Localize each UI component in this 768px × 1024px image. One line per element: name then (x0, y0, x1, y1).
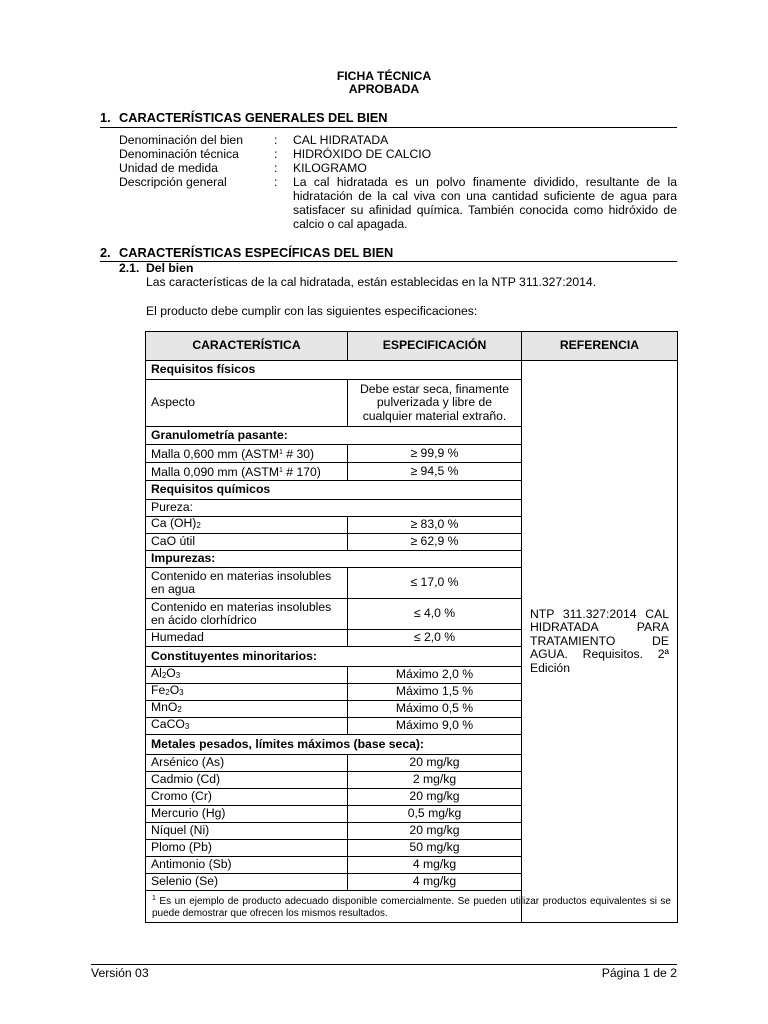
specification-cell: 20 mg/kg (348, 755, 522, 772)
formula-subscript: 2 (177, 705, 182, 715)
specification-cell: Máximo 2,0 % (348, 667, 522, 684)
specification-cell: 20 mg/kg (348, 823, 522, 840)
characteristic-cell (146, 445, 348, 463)
specification-cell: 50 mg/kg (348, 840, 522, 857)
intro-paragraph: Las características de la cal hidratada, están establecidas en la NTP 311.327:2014. (146, 275, 597, 289)
header-reference: REFERENCIA (522, 332, 678, 361)
formula-subscript: 3 (179, 688, 184, 698)
characteristic-cell: Cromo (Cr) (146, 789, 348, 806)
section1-rule (100, 127, 677, 128)
footer-rule (91, 964, 677, 965)
table-header-row (146, 332, 678, 361)
characteristic-cell: Aspecto (146, 380, 348, 427)
characteristic-cell: Contenido en materias insolubles en agua (146, 568, 348, 599)
specification-cell: Máximo 1,5 % (348, 684, 522, 701)
group-impurities: Impurezas: (146, 551, 522, 568)
specification-cell: Debe estar seca, finamente pulverizada y libre de cualquier material extraño. (348, 380, 522, 427)
group-physical-requirements: Requisitos físicos (146, 361, 522, 380)
footer-version: Versión 03 (91, 966, 149, 980)
general-value: CAL HIDRATADA (293, 133, 389, 147)
characteristic-cell: Humedad (146, 630, 348, 647)
table-row (146, 361, 678, 380)
specification-cell: Máximo 9,0 % (348, 718, 522, 735)
specification-cell: ≥ 99,9 % (348, 445, 522, 463)
general-value: HIDRÓXIDO DE CALCIO (293, 147, 432, 161)
formula-subscript: 2 (161, 671, 167, 681)
characteristic-cell: Cadmio (Cd) (146, 772, 348, 789)
table-footnote (146, 891, 678, 923)
section2-heading (100, 245, 393, 260)
general-colon: : (274, 147, 278, 161)
formula-subscript: 3 (175, 671, 181, 681)
general-label: Denominación del bien (119, 133, 243, 147)
section1-title: CARACTERÍSTICAS GENERALES DEL BIEN (119, 110, 388, 125)
formula-subscript: 2 (165, 688, 170, 698)
caoh-formula: Ca (OH) (151, 516, 197, 531)
mesh1-label: Malla 0,600 mm (ASTM (151, 446, 279, 461)
specification-cell: 4 mg/kg (348, 874, 522, 891)
general-description-value: La cal hidratada es un polvo finamente dividido, resultante de la hidratación de la cal viva con una cantidad suficiente de agua para satisfacer su afinidad química. También conocida como hidróxido de calcio o cal apagada. (293, 175, 677, 231)
subsection-heading (119, 261, 193, 275)
characteristic-cell: Mercurio (Hg) (146, 806, 348, 823)
specification-cell: ≥ 83,0 % (348, 517, 522, 534)
section1-number: 1. (100, 110, 111, 125)
requirements-paragraph: El producto debe cumplir con las siguientes especificaciones: (146, 304, 478, 318)
header-specification: ESPECIFICACIÓN (348, 332, 522, 361)
document-status: APROBADA (348, 82, 420, 96)
specification-cell: ≤ 17,0 % (348, 568, 522, 599)
header-characteristic: CARACTERÍSTICA (146, 332, 348, 361)
section2-title: CARACTERÍSTICAS ESPECÍFICAS DEL BIEN (119, 245, 394, 260)
general-label: Descripción general (119, 175, 227, 189)
specification-cell: 4 mg/kg (348, 857, 522, 874)
specification-cell: 20 mg/kg (348, 789, 522, 806)
characteristic-cell (146, 718, 348, 735)
general-colon: : (274, 175, 278, 189)
specification-cell: ≤ 4,0 % (348, 599, 522, 630)
characteristic-cell: CaO útil (146, 534, 348, 551)
formula-part: Al (151, 666, 162, 681)
formula-part: Fe (151, 683, 166, 698)
footnote-marker: 1 (152, 895, 156, 902)
section1-heading (100, 110, 388, 125)
specification-cell: Máximo 0,5 % (348, 701, 522, 718)
table-footnote-row (146, 891, 678, 923)
reference-cell: NTP 311.327:2014 CAL HIDRATADA PARA TRATAMIENTO DE AGUA. Requisitos. 2ª Edición (522, 361, 678, 923)
caoh-subscript: 2 (196, 521, 201, 531)
formula-part: MnO (151, 700, 178, 715)
formula-part: O (169, 683, 180, 698)
general-label: Unidad de medida (119, 161, 218, 175)
formula-part: CaCO (151, 717, 185, 732)
footnote-marker: 1 (279, 466, 283, 474)
characteristic-cell: Níquel (Ni) (146, 823, 348, 840)
general-value: KILOGRAMO (293, 161, 367, 175)
specification-cell: 0,5 mg/kg (348, 806, 522, 823)
subsection-title: Del bien (146, 261, 194, 275)
group-chemical-requirements: Requisitos químicos (146, 481, 522, 500)
footnote-marker: 1 (279, 448, 283, 456)
characteristic-cell: Contenido en materias insolubles en ácido clorhídrico (146, 599, 348, 630)
specification-cell: ≤ 2,0 % (348, 630, 522, 647)
characteristic-cell (146, 463, 348, 481)
group-heavy-metals: Metales pesados, límites máximos (base seca): (146, 735, 522, 755)
footnote-text: Es un ejemplo de producto adecuado disponible comercialmente. Se pueden utilizar productos equivalentes si se puede demostrar que ofrecen los mismos resultados. (152, 896, 671, 919)
characteristic-cell (146, 667, 348, 684)
general-colon: : (274, 133, 278, 147)
general-colon: : (274, 161, 278, 175)
characteristic-cell: Selenio (Se) (146, 874, 348, 891)
specification-cell: ≥ 94,5 % (348, 463, 522, 481)
specifications-table (145, 331, 678, 923)
mesh2-label: Malla 0,090 mm (ASTM (151, 464, 279, 479)
characteristic-cell (146, 517, 348, 534)
group-minor-constituents: Constituyentes minoritarios: (146, 647, 522, 667)
formula-subscript: 3 (184, 722, 190, 732)
subsection-number: 2.1. (119, 261, 140, 275)
section2-number: 2. (100, 245, 111, 260)
footer-page-number: Página 1 de 2 (601, 966, 677, 980)
group-granulometry: Granulometría pasante: (146, 427, 522, 445)
characteristic-cell: Arsénico (As) (146, 755, 348, 772)
purity-label: Pureza: (146, 500, 522, 517)
characteristic-cell: Plomo (Pb) (146, 840, 348, 857)
document-title: FICHA TÉCNICA (336, 69, 432, 83)
characteristic-cell (146, 701, 348, 718)
mesh1-suffix: # 30) (282, 446, 315, 461)
formula-part: O (166, 666, 176, 681)
characteristic-cell: Antimonio (Sb) (146, 857, 348, 874)
mesh2-suffix: # 170) (282, 464, 321, 479)
characteristic-cell (146, 684, 348, 701)
general-label: Denominación técnica (119, 147, 239, 161)
specification-cell: 2 mg/kg (348, 772, 522, 789)
specification-cell: ≥ 62,9 % (348, 534, 522, 551)
